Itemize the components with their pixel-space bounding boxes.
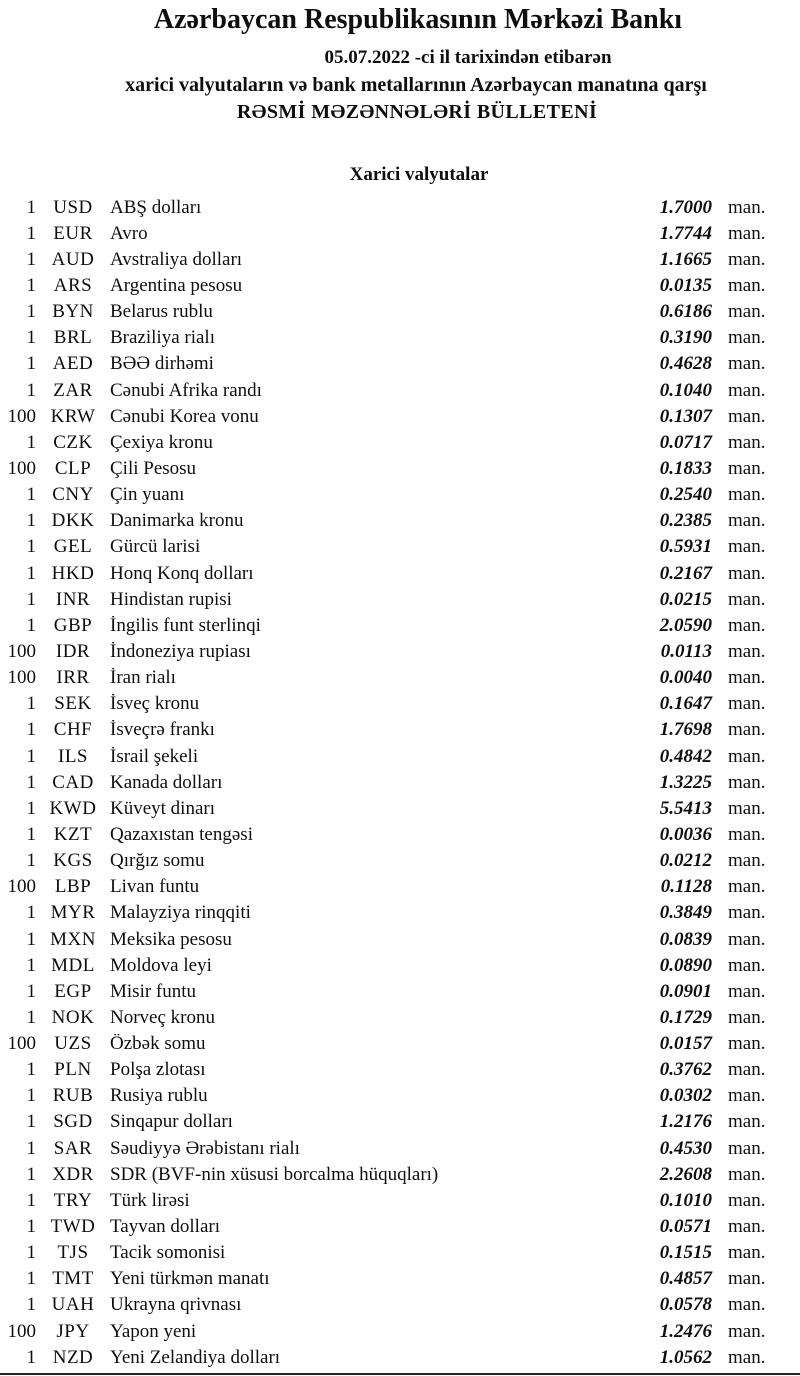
currency-name: Misir funtu (110, 981, 197, 1001)
currency-row (0, 848, 800, 874)
currency-code: ILS (58, 745, 88, 767)
currency-quantity: 1 (26, 1242, 36, 1264)
unit-label: man. (728, 431, 766, 453)
currency-code: HKD (51, 562, 95, 584)
currency-row (0, 220, 800, 246)
currency-code: GEL (53, 536, 93, 558)
currency-name: Avstraliya dolları (110, 249, 243, 269)
currency-row (0, 586, 800, 612)
exchange-rate: 0.1729 (659, 1006, 712, 1028)
currency-row (0, 1292, 800, 1318)
currency-row (0, 821, 800, 847)
currency-name: Meksika pesosu (110, 929, 232, 949)
exchange-rate: 0.0578 (659, 1294, 712, 1316)
unit-label: man. (728, 1320, 766, 1342)
currency-quantity: 1 (26, 693, 36, 715)
currency-code: EGP (54, 980, 92, 1002)
currency-code: TRY (53, 1189, 93, 1211)
currency-quantity: 1 (26, 823, 36, 845)
currency-quantity: 100 (7, 1033, 36, 1055)
currency-quantity: 1 (26, 588, 36, 610)
currency-code: BYN (52, 301, 94, 323)
currency-name: Ukrayna qrivnası (110, 1295, 242, 1315)
unit-label: man. (728, 1346, 766, 1368)
currency-name: Qazaxıstan tengəsi (110, 824, 253, 844)
exchange-rate: 2.2608 (659, 1163, 712, 1185)
exchange-rate: 1.1665 (659, 248, 712, 270)
unit-label: man. (728, 1294, 766, 1316)
currency-quantity: 1 (26, 902, 36, 924)
unit-label: man. (728, 797, 766, 819)
currency-row (0, 691, 800, 717)
currency-row (0, 299, 800, 325)
currency-code: TJS (57, 1242, 89, 1264)
currency-row (0, 717, 800, 743)
exchange-rate: 1.3225 (659, 771, 712, 793)
unit-label: man. (728, 1242, 766, 1264)
currency-name: İndoneziya rupiası (110, 641, 251, 661)
exchange-rate: 0.0036 (659, 823, 712, 845)
currency-row (0, 769, 800, 795)
exchange-rate: 0.1010 (659, 1189, 712, 1211)
currency-quantity: 100 (7, 457, 36, 479)
currency-quantity: 100 (7, 876, 36, 898)
currency-code: NOK (51, 1006, 95, 1028)
unit-label: man. (728, 850, 766, 872)
currency-name: Argentina pesosu (110, 275, 243, 295)
unit-label: man. (728, 405, 766, 427)
exchange-rate: 0.5931 (659, 536, 712, 558)
currency-row (0, 1187, 800, 1213)
unit-label: man. (728, 562, 766, 584)
currency-quantity: 100 (7, 667, 36, 689)
currency-quantity: 1 (26, 1059, 36, 1081)
currency-name: Polşa zlotası (110, 1060, 206, 1080)
exchange-rate: 1.7000 (659, 196, 712, 218)
unit-label: man. (728, 353, 766, 375)
currency-name: Norveç kronu (110, 1007, 215, 1027)
currency-name: Rusiya rublu (110, 1086, 208, 1106)
currency-row (0, 900, 800, 926)
unit-label: man. (728, 771, 766, 793)
unit-label: man. (728, 1189, 766, 1211)
currency-code: CAD (52, 771, 94, 793)
currency-quantity: 1 (26, 484, 36, 506)
exchange-rate: 0.1040 (659, 379, 712, 401)
currency-code: CZK (53, 431, 93, 453)
currency-quantity: 1 (26, 1085, 36, 1107)
currency-quantity: 1 (26, 248, 36, 270)
unit-label: man. (728, 301, 766, 323)
unit-label: man. (728, 928, 766, 950)
unit-label: man. (728, 1268, 766, 1290)
bottom-divider (0, 1373, 800, 1375)
unit-label: man. (728, 902, 766, 924)
exchange-rate: 0.0135 (659, 274, 712, 296)
currency-name: İsveç kronu (110, 694, 200, 714)
exchange-rate: 0.1307 (659, 405, 712, 427)
bank-title: Azərbaycan Respublikasının Mərkəzi Bankı (153, 4, 683, 35)
currency-row (0, 665, 800, 691)
currency-row (0, 1344, 800, 1370)
currency-name: Yeni Zelandiya dolları (110, 1347, 281, 1367)
currency-code: NZD (52, 1346, 94, 1368)
currency-row (0, 1161, 800, 1187)
currency-row (0, 1266, 800, 1292)
currency-code: IRR (56, 667, 90, 689)
currency-name: Cənubi Korea vonu (110, 406, 259, 426)
currency-quantity: 100 (7, 1320, 36, 1342)
currency-row (0, 1135, 800, 1161)
currency-code: PLN (54, 1059, 92, 1081)
currency-row (0, 482, 800, 508)
currency-row (0, 403, 800, 429)
unit-label: man. (728, 640, 766, 662)
currency-quantity: 1 (26, 1216, 36, 1238)
currency-code: CNY (52, 484, 94, 506)
currency-row (0, 743, 800, 769)
unit-label: man. (728, 614, 766, 636)
currency-name: Çili Pesosu (110, 458, 197, 478)
currency-quantity: 1 (26, 274, 36, 296)
currency-quantity: 1 (26, 301, 36, 323)
unit-label: man. (728, 745, 766, 767)
currency-code: MYR (50, 902, 96, 924)
unit-label: man. (728, 1111, 766, 1133)
exchange-rate: 0.2167 (659, 562, 712, 584)
unit-label: man. (728, 876, 766, 898)
currency-name: Danimarka kronu (110, 511, 244, 531)
currency-row (0, 534, 800, 560)
currency-name: İsveçrə frankı (110, 720, 215, 740)
currency-code: CHF (53, 719, 93, 741)
currency-quantity: 1 (26, 797, 36, 819)
exchange-rate: 0.6186 (659, 301, 712, 323)
currency-name: Səudiyyə Ərəbistanı rialı (110, 1138, 300, 1158)
unit-label: man. (728, 588, 766, 610)
currency-name: Çexiya kronu (110, 432, 213, 452)
currency-code: KRW (50, 405, 96, 427)
currency-quantity: 1 (26, 980, 36, 1002)
currency-quantity: 1 (26, 431, 36, 453)
effective-date-line: 05.07.2022 -ci il tarixindən etibarən (324, 47, 612, 68)
exchange-rate: 0.3190 (659, 327, 712, 349)
currency-code: IDR (55, 640, 91, 662)
unit-label: man. (728, 510, 766, 532)
exchange-rate: 0.0113 (660, 640, 712, 662)
currency-row (0, 1083, 800, 1109)
currency-quantity: 1 (26, 1346, 36, 1368)
exchange-rate: 1.2476 (659, 1320, 712, 1342)
currency-row (0, 377, 800, 403)
unit-label: man. (728, 536, 766, 558)
exchange-rate: 0.0212 (659, 850, 712, 872)
currency-code: EUR (53, 222, 93, 244)
currency-quantity: 1 (26, 562, 36, 584)
section-title-foreign-currencies: Xarici valyutalar (349, 164, 489, 185)
unit-label: man. (728, 954, 766, 976)
currency-code: AED (52, 353, 94, 375)
unit-label: man. (728, 248, 766, 270)
currency-name: Yeni türkmən manatı (110, 1269, 270, 1289)
currency-name: Qırğız somu (110, 851, 205, 871)
currency-code: BRL (53, 327, 93, 349)
currency-row (0, 1057, 800, 1083)
currency-code: ZAR (53, 379, 93, 401)
unit-label: man. (728, 980, 766, 1002)
currency-row (0, 1213, 800, 1239)
exchange-rate: 0.0901 (659, 980, 712, 1002)
currency-name: ABŞ dolları (110, 197, 202, 217)
currency-code: AUD (51, 248, 95, 270)
currency-row (0, 429, 800, 455)
currency-code: KWD (49, 797, 97, 819)
exchange-rate: 0.0157 (659, 1033, 712, 1055)
unit-label: man. (728, 1085, 766, 1107)
currency-name: Yapon yeni (110, 1321, 197, 1341)
currency-row (0, 272, 800, 298)
currency-quantity: 100 (7, 640, 36, 662)
currency-name: İsrail şekeli (110, 746, 199, 766)
exchange-rate: 0.2540 (659, 484, 712, 506)
exchange-rate: 5.5413 (659, 797, 712, 819)
exchange-rate: 0.3762 (659, 1059, 712, 1081)
currency-code: SEK (54, 693, 92, 715)
currency-name: İran rialı (110, 668, 176, 688)
currency-quantity: 1 (26, 614, 36, 636)
currency-quantity: 1 (26, 954, 36, 976)
currency-code: CLP (54, 457, 92, 479)
currency-name: Tacik somonisi (110, 1243, 226, 1263)
currency-code: UZS (54, 1033, 92, 1055)
currency-name: Çin yuanı (110, 485, 185, 505)
currency-code: SAR (53, 1137, 93, 1159)
exchange-rate: 0.4842 (659, 745, 712, 767)
currency-code: UAH (51, 1294, 95, 1316)
exchange-rate: 0.1515 (659, 1242, 712, 1264)
currency-quantity: 1 (26, 1189, 36, 1211)
currency-name: Cənubi Afrika randı (110, 380, 262, 400)
currency-code: DKK (51, 510, 95, 532)
currency-name: Hindistan rupisi (110, 589, 232, 609)
currency-row (0, 926, 800, 952)
exchange-rate: 0.4628 (659, 353, 712, 375)
currency-quantity: 100 (7, 405, 36, 427)
unit-label: man. (728, 1163, 766, 1185)
currency-row (0, 1004, 800, 1030)
exchange-rate: 0.0302 (659, 1085, 712, 1107)
exchange-rate: 1.2176 (659, 1111, 712, 1133)
currency-quantity: 1 (26, 327, 36, 349)
currency-name: Malayziya rinqqiti (110, 903, 251, 923)
currency-name: Belarus rublu (110, 302, 213, 322)
currency-name: Küveyt dinarı (110, 798, 216, 818)
currency-name: İngilis funt sterlinqi (110, 615, 261, 635)
currency-row (0, 978, 800, 1004)
exchange-rate: 0.0839 (659, 928, 712, 950)
currency-row (0, 795, 800, 821)
currency-rates-table (0, 194, 800, 1370)
currency-code: INR (55, 588, 91, 610)
currency-row (0, 194, 800, 220)
currency-quantity: 1 (26, 1137, 36, 1159)
currency-quantity: 1 (26, 1111, 36, 1133)
currency-quantity: 1 (26, 1006, 36, 1028)
currency-row (0, 638, 800, 664)
currency-name: SDR (BVF-nin xüsusi borcalma hüquqları) (110, 1164, 439, 1184)
currency-code: TWD (50, 1216, 96, 1238)
currency-name: Sinqapur dolları (110, 1112, 233, 1132)
unit-label: man. (728, 823, 766, 845)
currency-code: JPY (56, 1320, 90, 1342)
exchange-rate: 1.7744 (659, 222, 712, 244)
currency-name: Türk lirəsi (110, 1190, 190, 1210)
exchange-rate: 1.0562 (659, 1346, 712, 1368)
currency-quantity: 1 (26, 850, 36, 872)
currency-row (0, 351, 800, 377)
currency-name: Kanada dolları (110, 772, 223, 792)
unit-label: man. (728, 222, 766, 244)
currency-code: USD (53, 196, 93, 218)
currency-quantity: 1 (26, 745, 36, 767)
unit-label: man. (728, 1033, 766, 1055)
exchange-rate: 0.1833 (659, 457, 712, 479)
currency-quantity: 1 (26, 353, 36, 375)
currency-quantity: 1 (26, 196, 36, 218)
currency-quantity: 1 (26, 222, 36, 244)
currency-name: BƏƏ dirhəmi (110, 354, 214, 374)
unit-label: man. (728, 274, 766, 296)
exchange-rate: 0.1128 (660, 876, 712, 898)
currency-quantity: 1 (26, 771, 36, 793)
unit-label: man. (728, 1137, 766, 1159)
unit-label: man. (728, 719, 766, 741)
currency-name: Braziliya rialı (110, 328, 215, 348)
exchange-rate: 0.0215 (659, 588, 712, 610)
exchange-rate: 0.4530 (659, 1137, 712, 1159)
unit-label: man. (728, 693, 766, 715)
currency-quantity: 1 (26, 510, 36, 532)
currency-row (0, 508, 800, 534)
exchange-rate: 0.0890 (659, 954, 712, 976)
exchange-rate: 1.7698 (659, 719, 712, 741)
exchange-rate: 0.0571 (659, 1216, 712, 1238)
unit-label: man. (728, 484, 766, 506)
exchange-rate: 0.0040 (659, 667, 712, 689)
subtitle-line: xarici valyutaların və bank metallarının Azərbaycan manatına qarşı (125, 74, 707, 96)
currency-row (0, 1240, 800, 1266)
currency-code: LBP (54, 876, 92, 898)
currency-name: Moldova leyi (110, 955, 212, 975)
currency-name: Gürcü larisi (110, 537, 201, 557)
exchange-rate: 0.3849 (659, 902, 712, 924)
currency-row (0, 1318, 800, 1344)
currency-name: Livan funtu (110, 877, 200, 897)
currency-quantity: 1 (26, 719, 36, 741)
currency-quantity: 1 (26, 1163, 36, 1185)
currency-name: Özbək somu (110, 1034, 206, 1054)
currency-code: MDL (51, 954, 95, 976)
currency-code: KGS (53, 850, 93, 872)
currency-row (0, 1031, 800, 1057)
unit-label: man. (728, 196, 766, 218)
currency-quantity: 1 (26, 536, 36, 558)
unit-label: man. (728, 1006, 766, 1028)
currency-code: MXN (50, 928, 96, 950)
currency-row (0, 1109, 800, 1135)
unit-label: man. (728, 457, 766, 479)
exchange-rate: 2.0590 (659, 614, 712, 636)
currency-row (0, 874, 800, 900)
currency-code: TMT (52, 1268, 94, 1290)
currency-row (0, 455, 800, 481)
currency-name: Tayvan dolları (110, 1217, 220, 1237)
currency-quantity: 1 (26, 1268, 36, 1290)
unit-label: man. (728, 1059, 766, 1081)
currency-row (0, 612, 800, 638)
unit-label: man. (728, 379, 766, 401)
currency-code: ARS (53, 274, 93, 296)
exchange-rate: 0.1647 (659, 693, 712, 715)
currency-code: SGD (53, 1111, 93, 1133)
currency-code: KZT (53, 823, 93, 845)
exchange-rate: 0.2385 (659, 510, 712, 532)
unit-label: man. (728, 1216, 766, 1238)
currency-code: GBP (53, 614, 93, 636)
currency-row (0, 560, 800, 586)
exchange-rate: 0.4857 (659, 1268, 712, 1290)
bulletin-title: RƏSMİ MƏZƏNNƏLƏRİ BÜLLETENİ (236, 101, 598, 123)
currency-quantity: 1 (26, 1294, 36, 1316)
currency-row (0, 246, 800, 272)
currency-name: Avro (110, 223, 148, 243)
currency-code: RUB (52, 1085, 94, 1107)
currency-quantity: 1 (26, 928, 36, 950)
currency-row (0, 325, 800, 351)
currency-quantity: 1 (26, 379, 36, 401)
exchange-rate: 0.0717 (659, 431, 712, 453)
unit-label: man. (728, 667, 766, 689)
currency-code: XDR (52, 1163, 94, 1185)
currency-row (0, 952, 800, 978)
unit-label: man. (728, 327, 766, 349)
currency-name: Honq Konq dolları (110, 563, 254, 583)
